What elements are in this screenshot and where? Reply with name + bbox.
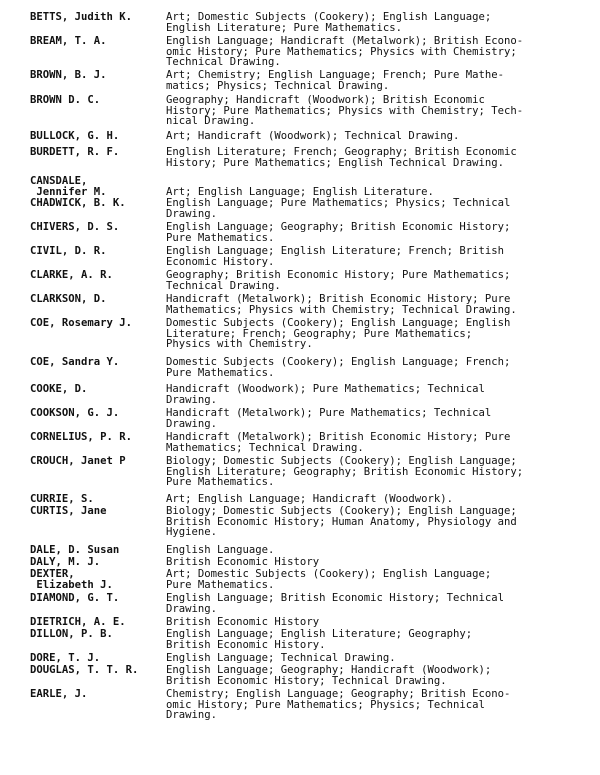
- student-name-line: BETTS, Judith K.: [30, 12, 133, 23]
- student-name: [30, 506, 162, 517]
- subject-list: [166, 12, 574, 33]
- student-name: [30, 176, 162, 197]
- subject-list: [166, 198, 574, 219]
- subject-list: [166, 569, 574, 590]
- subject-line: English Literature; French; Geography; British Economic: [166, 146, 517, 158]
- subject-line: English Language; Technical Drawing.: [166, 652, 396, 664]
- subject-line: Handicraft (Metalwork); British Economic History; Pure: [166, 431, 511, 443]
- subject-list: [166, 432, 574, 453]
- subject-list: [166, 294, 574, 315]
- student-name: [30, 12, 162, 23]
- subject-line: Drawing.: [166, 417, 218, 430]
- student-name: [30, 665, 162, 676]
- subject-line: Drawing.: [166, 602, 218, 615]
- subject-line: Drawing.: [166, 709, 218, 722]
- subject-line: Mathematics; Technical Drawing.: [166, 441, 364, 454]
- subject-line: English Language; British Economic History; Technical: [166, 592, 505, 604]
- subject-line: Domestic Subjects (Cookery); English Language; French;: [166, 356, 511, 368]
- subject-line: Biology; Domestic Subjects (Cookery); English Language;: [166, 455, 517, 467]
- subject-line: Art; Domestic Subjects (Cookery); English Language;: [166, 11, 492, 23]
- subject-line: matics; Physics; Technical Drawing.: [166, 79, 390, 92]
- student-name-line: CURRIE, S.: [30, 494, 94, 505]
- subject-list: [166, 222, 574, 243]
- student-name: [30, 36, 162, 47]
- subject-list: [166, 384, 574, 405]
- subject-line: English Language.: [166, 544, 275, 556]
- subject-line: Pure Mathematics.: [166, 476, 275, 489]
- student-name: [30, 222, 162, 233]
- subject-line: Art; Domestic Subjects (Cookery); English Language;: [166, 568, 492, 580]
- student-name-line: BURDETT, R. F.: [30, 147, 120, 158]
- subject-line: British Economic History: [166, 556, 320, 568]
- subject-list: [166, 95, 574, 127]
- subject-line: Economic History.: [166, 255, 275, 268]
- student-name-line: DALE, D. Susan: [30, 545, 120, 556]
- student-name-line: CORNELIUS, P. R.: [30, 432, 133, 443]
- student-name: [30, 147, 162, 158]
- student-name-line: DILLON, P. B.: [30, 629, 113, 640]
- student-name-line: CANSDALE,: [30, 176, 88, 187]
- subject-line: English Language; Handicraft (Metalwork); British Econo-: [166, 35, 524, 47]
- subject-line: English Language; English Literature; French; British: [166, 245, 505, 257]
- subject-list: [166, 408, 574, 429]
- subject-line: omic History; Pure Mathematics; Physics with Chemistry;: [166, 45, 517, 58]
- subject-list: [166, 318, 574, 350]
- student-name: [30, 653, 162, 664]
- subject-line: English Language; English Literature; Geography;: [166, 628, 473, 640]
- student-name: [30, 557, 162, 568]
- student-name: [30, 131, 162, 142]
- student-name: [30, 617, 162, 628]
- subject-list: [166, 557, 574, 568]
- subject-line: omic History; Pure Mathematics; Physics; Technical: [166, 698, 485, 711]
- subject-list: [166, 665, 574, 686]
- student-name-line: BREAM, T. A.: [30, 36, 107, 47]
- student-name-line: COOKSON, G. J.: [30, 408, 120, 419]
- subject-list: [166, 653, 574, 664]
- subject-line: Domestic Subjects (Cookery); English Language; English: [166, 317, 511, 329]
- student-name: [30, 270, 162, 281]
- student-name-line: DIETRICH, A. E.: [30, 617, 126, 628]
- subject-line: nical Drawing.: [166, 115, 256, 128]
- student-name-line: Elizabeth J.: [30, 578, 113, 591]
- student-name-line: CHIVERS, D. S.: [30, 222, 120, 233]
- student-name: [30, 246, 162, 257]
- student-name-line: CURTIS, Jane: [30, 506, 107, 517]
- subject-list: [166, 357, 574, 378]
- subject-line: Hygiene.: [166, 526, 218, 539]
- subject-line: English Language; Pure Mathematics; Physics; Technical: [166, 197, 511, 209]
- student-name: [30, 629, 162, 640]
- subject-line: Biology; Domestic Subjects (Cookery); English Language;: [166, 505, 517, 517]
- subject-line: Pure Mathematics.: [166, 578, 275, 591]
- subject-line: Art; English Language; Handicraft (Woodwork).: [166, 493, 454, 505]
- subject-line: Handicraft (Woodwork); Pure Mathematics; Technical: [166, 383, 485, 395]
- subject-line: English Literature; Pure Mathematics.: [166, 21, 402, 34]
- subject-list: [166, 456, 574, 488]
- student-name: [30, 569, 162, 590]
- subject-line: British Economic History; Technical Drawing.: [166, 674, 447, 687]
- student-name: [30, 689, 162, 700]
- subject-line: Pure Mathematics.: [166, 366, 275, 379]
- subject-line: [166, 176, 574, 187]
- subject-line: British Economic History; Human Anatomy, Physiology and: [166, 515, 517, 528]
- subject-line: Physics with Chemistry.: [166, 338, 313, 351]
- student-name: [30, 357, 162, 368]
- student-name: [30, 456, 162, 467]
- student-name: [30, 432, 162, 443]
- subject-line: English Literature; Geography; British Economic History;: [166, 465, 524, 478]
- student-name-line: DORE, T. J.: [30, 653, 101, 664]
- subject-list: [166, 270, 574, 291]
- subject-list: [166, 131, 574, 142]
- subject-line: British Economic History: [166, 616, 320, 628]
- student-name-line: EARLE, J.: [30, 689, 88, 700]
- student-name: [30, 384, 162, 395]
- student-name-line: DALY, M. J.: [30, 557, 101, 568]
- student-name-line: COE, Sandra Y.: [30, 357, 120, 368]
- subject-list: [166, 36, 574, 68]
- student-name: [30, 70, 162, 81]
- subject-line: Literature; French; Geography; Pure Mathematics;: [166, 327, 473, 340]
- subject-line: Art; Chemistry; English Language; French; Pure Mathe-: [166, 69, 505, 81]
- subject-line: Art; English Language; English Literature.: [166, 185, 434, 198]
- student-name: [30, 494, 162, 505]
- subject-list: [166, 70, 574, 91]
- subject-line: Handicraft (Metalwork); Pure Mathematics; Technical: [166, 407, 492, 419]
- student-name: [30, 545, 162, 556]
- student-name-line: Jennifer M.: [30, 185, 107, 198]
- student-name-line: CLARKE, A. R.: [30, 270, 113, 281]
- subject-line: Drawing.: [166, 393, 218, 406]
- subject-line: English Language; Geography; Handicraft (Woodwork);: [166, 664, 492, 676]
- student-name-line: CLARKSON, D.: [30, 294, 107, 305]
- subject-line: History; Pure Mathematics; English Technical Drawing.: [166, 156, 505, 169]
- student-name-line: CHADWICK, B. K.: [30, 198, 126, 209]
- student-name: [30, 593, 162, 604]
- subject-line: Handicraft (Metalwork); British Economic History; Pure: [166, 293, 511, 305]
- subject-list: [166, 689, 574, 721]
- subject-list: [166, 545, 574, 556]
- subject-list: [166, 494, 574, 505]
- subject-line: Mathematics; Physics with Chemistry; Technical Drawing.: [166, 303, 517, 316]
- student-name-line: CIVIL, D. R.: [30, 246, 107, 257]
- subject-list: [166, 246, 574, 267]
- student-name: [30, 408, 162, 419]
- subject-list: [166, 629, 574, 650]
- student-name-line: BROWN D. C.: [30, 95, 101, 106]
- subject-line: British Economic History.: [166, 638, 326, 651]
- subject-line: Chemistry; English Language; Geography; British Econo-: [166, 688, 511, 700]
- subject-list: [166, 593, 574, 614]
- subject-list: [166, 176, 574, 197]
- student-name: [30, 294, 162, 305]
- student-name-line: CROUCH, Janet P: [30, 456, 126, 467]
- student-name: [30, 198, 162, 209]
- subject-line: Pure Mathematics.: [166, 231, 275, 244]
- student-name-line: DOUGLAS, T. T. R.: [30, 665, 139, 676]
- student-name-line: DEXTER,: [30, 569, 75, 580]
- subject-line: Art; Handicraft (Woodwork); Technical Drawing.: [166, 130, 460, 142]
- subject-list: [166, 147, 574, 168]
- student-name: [30, 95, 162, 106]
- student-name-line: BROWN, B. J.: [30, 70, 107, 81]
- student-name-line: BULLOCK, G. H.: [30, 131, 120, 142]
- subject-line: History; Pure Mathematics; Physics with Chemistry; Tech-: [166, 104, 524, 117]
- student-name-line: COOKE, D.: [30, 384, 88, 395]
- subject-line: English Language; Geography; British Economic History;: [166, 221, 511, 233]
- subject-list: [166, 617, 574, 628]
- subject-line: Technical Drawing.: [166, 56, 281, 69]
- subject-list: [166, 506, 574, 538]
- student-name-line: DIAMOND, G. T.: [30, 593, 120, 604]
- student-name-line: COE, Rosemary J.: [30, 318, 133, 329]
- subject-line: Geography; British Economic History; Pure Mathematics;: [166, 269, 511, 281]
- student-name: [30, 318, 162, 329]
- subject-line: Technical Drawing.: [166, 279, 281, 292]
- subject-line: Drawing.: [166, 207, 218, 220]
- subject-line: Geography; Handicraft (Woodwork); British Economic: [166, 94, 485, 106]
